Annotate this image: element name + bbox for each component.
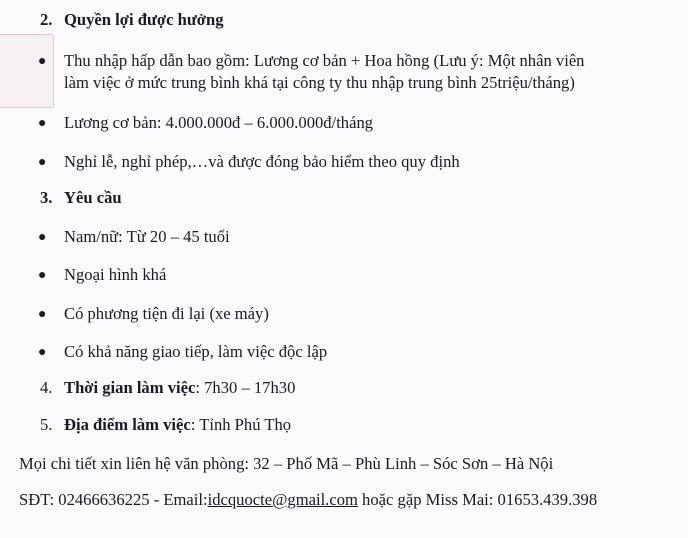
bullet-icon: ● [38, 54, 47, 69]
section-3-heading [40, 188, 122, 208]
bullet-icon: ● [38, 116, 47, 131]
section-2-heading [40, 10, 224, 30]
bullet-icon: ● [38, 307, 47, 322]
bullet-icon: ● [38, 268, 47, 283]
section-3-title: Yêu cầu [64, 188, 122, 207]
section-3-number: 3. [40, 188, 53, 207]
list-item: ● Lương cơ bản: 4.000.000đ – 6.000.000đ/tháng [38, 113, 374, 132]
work-location-label: Địa điểm làm việc [64, 415, 191, 434]
list-item: ● Ngoại hình khá [38, 265, 167, 284]
bullet-icon: ● [38, 155, 47, 170]
list-item: ● Có phương tiện đi lại (xe máy) [38, 304, 269, 323]
section-5-work-location: 5. Địa điểm làm việc: Tỉnh Phú Thọ [40, 415, 292, 434]
contact-phone-email: SĐT: 02466636225 - Email:idcquocte@gmail.com hoặc gặp Miss Mai: 01653.439.398 [19, 490, 598, 509]
bullet-icon: ● [38, 230, 47, 245]
list-item: ● Nam/nữ: Từ 20 – 45 tuổi [38, 227, 230, 246]
list-item: ● Có khả năng giao tiếp, làm việc độc lập [38, 342, 328, 361]
email-link[interactable]: idcquocte@gmail.com [207, 490, 358, 509]
list-item-continuation: làm việc ở mức trung bình khá tại công ty thu nhập trung bình 25triệu/tháng) [64, 73, 575, 92]
working-hours-value: : 7h30 – 17h30 [195, 378, 296, 397]
list-item: ● Nghỉ lễ, nghỉ phép,…và được đóng bảo hiểm theo quy định [38, 152, 460, 171]
section-2-title: Quyền lợi được hưởng [64, 10, 224, 29]
working-hours-label: Thời gian làm việc [64, 378, 196, 397]
work-location-value: : Tỉnh Phú Thọ [190, 415, 292, 434]
section-4-working-hours: 4. Thời gian làm việc: 7h30 – 17h30 [40, 378, 296, 397]
bullet-icon: ● [38, 345, 47, 360]
contact-address: Mọi chi tiết xin liên hệ văn phòng: 32 – Phố Mã – Phù Linh – Sóc Sơn – Hà Nội [19, 454, 554, 473]
list-item: ● Thu nhập hấp dẫn bao gồm: Lương cơ bản + Hoa hồng (Lưu ý: Một nhân viên [38, 51, 585, 70]
section-2-number: 2. [40, 10, 53, 29]
